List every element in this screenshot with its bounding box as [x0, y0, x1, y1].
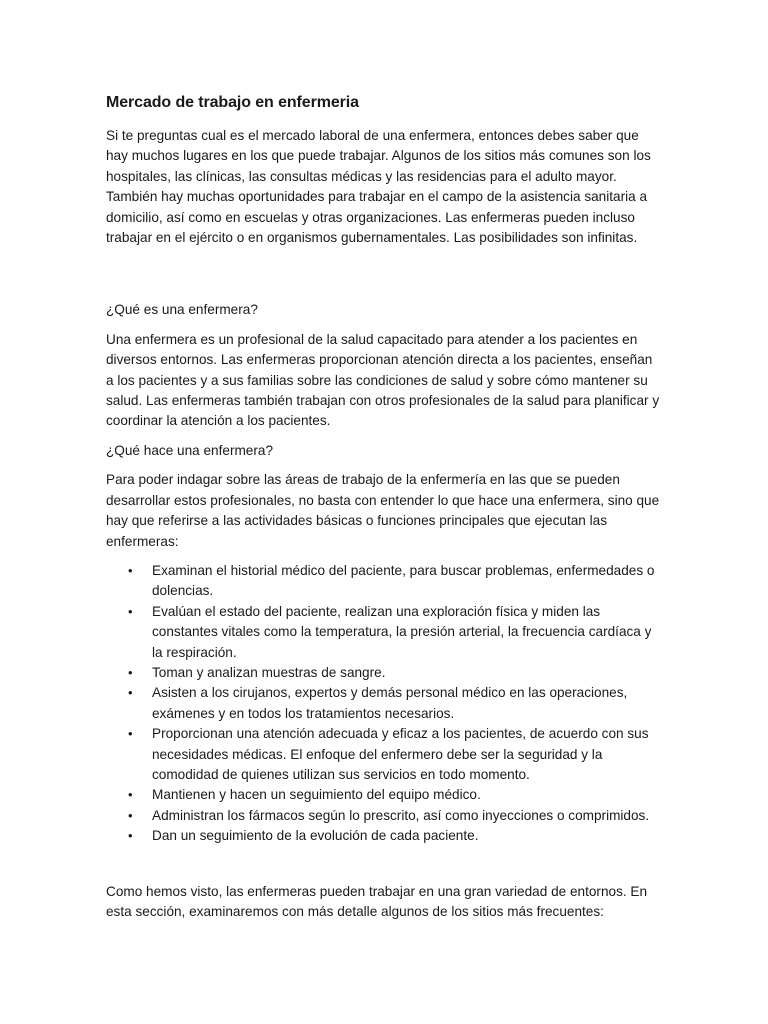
list-item — [106, 602, 662, 663]
list-item — [106, 724, 662, 785]
list-item-text: Proporcionan una atención adecuada y eficaz a los pacientes, de acuerdo con sus necesidades médicas. El enfoque del enfermero debe ser la seguridad y la comodidad de quienes utilizan sus servicios en todo momento. — [152, 726, 649, 782]
bullet-icon: • — [128, 562, 133, 578]
bullet-icon: • — [128, 807, 133, 823]
section-heading-que-hace: ¿Qué hace una enfermera? — [106, 442, 274, 458]
document-page — [106, 92, 662, 922]
definition-paragraph: Una enfermera es un profesional de la salud capacitado para atender a los pacientes en diversos entornos. Las enfermeras proporcionan atención directa a los pacientes, enseñan a los pacientes y a sus familias sobre las condiciones de salud y sobre cómo mantener su salud. Las enfermeras también trabajan con otros profesionales de la salud para planificar y coordinar la atención a los pacientes. — [106, 331, 660, 429]
functions-list — [106, 561, 662, 847]
list-item-text: Asisten a los cirujanos, expertos y demás personal médico en las operaciones, exámenes y en todos los tratamientos necesarios. — [152, 685, 628, 721]
closing-paragraph: Como hemos visto, las enfermeras pueden trabajar en una gran variedad de entornos. En esta sección, examinaremos con más detalle algunos de los sitios más frecuentes: — [106, 883, 648, 919]
intro-paragraph: Si te preguntas cual es el mercado laboral de una enfermera, entonces debes saber que hay muchos lugares en los que puede trabajar. Algunos de los sitios más comunes son los hospitales, las clínicas, las consultas médicas y las residencias para el adulto mayor. También hay muchas oportunidades para trabajar en el campo de la asistencia sanitaria a domicilio, así como en escuelas y otras organizaciones. Las enfermeras pueden incluso trabajar en el ejército o en organismos gubernamentales. Las posibilidades son infinitas. — [106, 128, 651, 246]
bullet-icon: • — [128, 726, 133, 742]
bullet-icon: • — [128, 603, 133, 619]
blank-line — [106, 283, 662, 300]
list-item — [106, 561, 662, 602]
bullet-icon: • — [128, 828, 133, 844]
section-heading-que-es: ¿Qué es una enfermera? — [106, 302, 258, 318]
list-item-text: Evalúan el estado del paciente, realizan una exploración física y miden las constantes vitales como la temperatura, la presión arterial, la frecuencia cardíaca y la respiración. — [152, 603, 652, 660]
list-item — [106, 663, 662, 683]
list-item-text: Toman y analizan muestras de sangre. — [152, 664, 386, 680]
list-item — [106, 826, 662, 846]
list-item-text: Examinan el historial médico del paciente, para buscar problemas, enfermedades o dolencias. — [152, 562, 655, 599]
list-item-text: Administran los fármacos según lo prescrito, así como inyecciones o comprimidos. — [152, 807, 650, 823]
page-title: Mercado de trabajo en enfermeria — [106, 94, 359, 111]
bullet-icon: • — [128, 664, 133, 680]
list-item-text: Dan un seguimiento de la evolución de cada paciente. — [152, 828, 479, 844]
functions-intro-paragraph: Para poder indagar sobre las áreas de trabajo de la enfermería en las que se pueden desarrollar estos profesionales, no basta con entender lo que hace una enfermera, sino que hay que referirse a las actividades básicas o funciones principales que ejecutan las enfermeras: — [106, 472, 660, 549]
bullet-icon: • — [128, 685, 133, 701]
list-item — [106, 683, 662, 724]
bullet-icon: • — [128, 787, 133, 803]
list-item-text: Mantienen y hacen un seguimiento del equipo médico. — [152, 787, 481, 803]
list-item — [106, 806, 662, 826]
list-item — [106, 785, 662, 805]
